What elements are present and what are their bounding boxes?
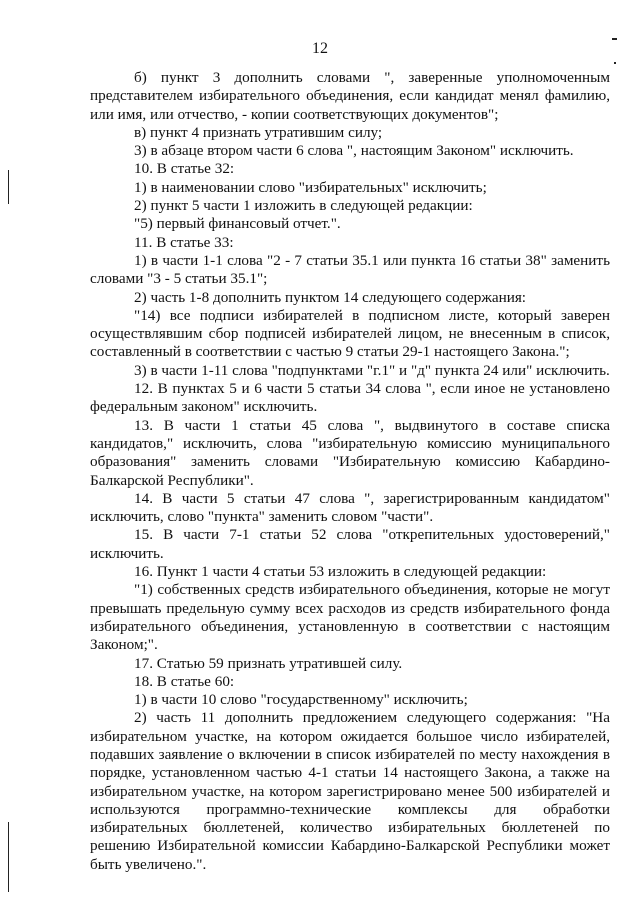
paragraph: 17. Статью 59 признать утратившей силу. — [134, 654, 403, 672]
paragraph: "5) первый финансовый отчет.". — [134, 215, 341, 233]
paragraph: 1) в части 10 слово "государственному" исключить; — [134, 691, 468, 709]
paragraph: 16. Пункт 1 части 4 статьи 53 изложить в следующей редакции: — [134, 563, 547, 581]
paragraph: 2) пункт 5 части 1 изложить в следующей редакции: — [134, 197, 473, 215]
paragraph: 15. В части 7-1 статьи 52 слова "открепительных удостоверений," исключить. — [90, 526, 610, 562]
paragraph: 12. В пунктах 5 и 6 части 5 статьи 34 слова ", если иное не установлено федеральным законом" исключить. — [90, 380, 610, 416]
scan-margin-mark — [8, 170, 9, 204]
document-body — [90, 69, 610, 874]
paragraph: 3) в абзаце втором части 6 слова ", настоящим Законом" исключить. — [134, 142, 574, 160]
page-number: 12 — [312, 40, 328, 57]
paragraph: 14. В части 5 статьи 47 слова ", зарегистрированным кандидатом" исключить, слово "пункта" заменить словом "части". — [90, 489, 610, 526]
scan-artifact-mark — [614, 62, 616, 64]
paragraph: 10. В статье 32: — [134, 160, 235, 178]
paragraph: "14) все подписи избирателей в подписном листе, который заверен осуществлявшим сбор подписей избирателей лицом, не внесенным в список, составленный в соответствии с частью 9 статьи 29-1 настоящего Закона."; — [90, 306, 610, 361]
paragraph: 1) в части 1-1 слова "2 - 7 статьи 35.1 или пункта 16 статьи 38" заменить словами "3 - 5 статьи 35.1"; — [90, 251, 610, 288]
paragraph: "1) собственных средств избирательного объединения, которые не могут превышать предельную сумму всех расходов из средств избирательного фонда избирательного объединения, установленную в соответствии с настоящим Законом;". — [90, 581, 610, 654]
paragraph: 1) в наименовании слово "избирательных" исключить; — [134, 178, 487, 196]
paragraph: 18. В статье 60: — [134, 672, 235, 690]
paragraph: 3) в части 1-11 слова "подпунктами "г.1" и "д" пункта 24 или" исключить. — [134, 361, 610, 379]
paragraph: 2) часть 1-8 дополнить пунктом 14 следующего содержания: — [134, 288, 527, 306]
paragraph: 2) часть 11 дополнить предложением следующего содержания: "На избирательном участке, на котором ожидается большое число избирателей, подавших заявление о включении в список избирателей по месту нахождения в порядке, установленном частью 4-1 статьи 14 настоящего Закона, а также на избирательном участке, на котором зарегистрировано менее 500 избирателей и используются программно-технические комплексы для обработки избирательных бюллетеней, количество избирательных бюллетеней по решению Избирательной комиссии Кабардино-Балкарской Республики может быть увеличено.". — [90, 709, 610, 873]
paragraph: в) пункт 4 признать утратившим силу; — [134, 123, 383, 141]
paragraph: б) пункт 3 дополнить словами ", заверенные уполномоченным представителем избирательного объединения, если кандидат менял фамилию, или имя, или отчество, - копии соответствующих документов"; — [90, 69, 610, 123]
paragraph: 13. В части 1 статьи 45 слова ", выдвинутого в составе списка кандидатов," исключить, слова "избирательную комиссию муниципального образования" заменить словами "Избирательную комиссию Кабардино-Балкарской Республики". — [90, 416, 610, 489]
scan-margin-mark — [8, 822, 9, 892]
paragraph: 11. В статье 33: — [134, 233, 234, 251]
